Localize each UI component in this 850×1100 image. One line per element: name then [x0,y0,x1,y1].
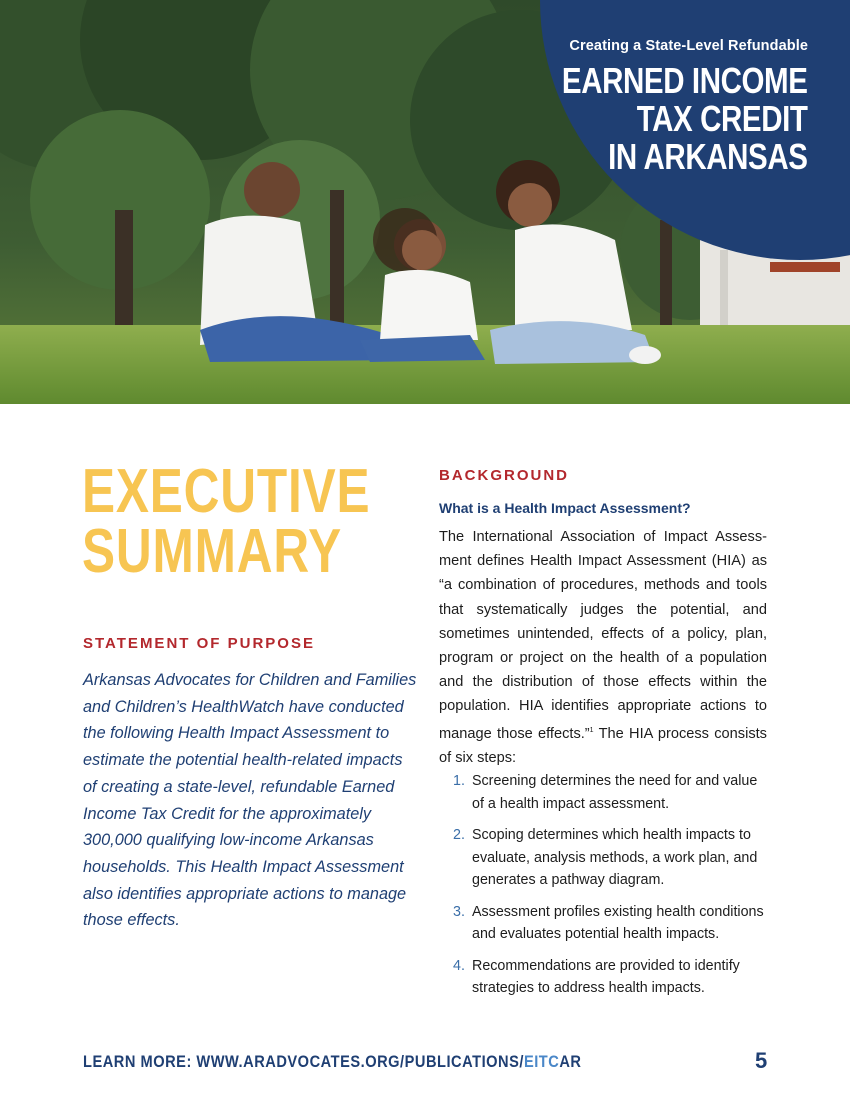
background-heading: BACKGROUND [439,467,569,484]
learn-more-accent: EITC [523,1052,560,1071]
page-number: 5 [755,1048,768,1073]
learn-more-link[interactable] [83,1052,581,1072]
statement-of-purpose-heading: STATEMENT OF PURPOSE [83,635,315,652]
footnote-reference: 1 [589,726,594,734]
report-title [562,62,808,176]
report-title-block [508,38,808,176]
step-number: 1. [453,773,465,789]
background-paragraph [439,525,767,770]
report-title-line: IN ARKANSAS [608,136,808,177]
step-text: Assessment profiles existing health conditions and evaluates potential health impacts. [472,903,764,942]
executive-summary-line: SUMMARY [82,517,343,586]
hia-steps-list [453,770,773,1009]
list-item [453,901,773,946]
executive-summary-title [82,457,371,586]
report-title-line: EARNED INCOME [562,60,808,101]
hia-question-heading: What is a Health Impact Assessment? [439,500,691,516]
step-text: Recommendations are provided to identify strategies to address health impacts. [472,957,740,996]
list-item [453,770,773,815]
report-title-line: TAX CREDIT [637,98,808,139]
list-item [453,824,773,892]
step-number: 3. [453,903,465,920]
learn-more-prefix: LEARN MORE: WWW.ARADVOCATES.ORG/PUBLICATIONS/ [83,1052,524,1071]
executive-summary-line: EXECUTIVE [82,457,371,526]
background-paragraph-end: The HIA process consists of six steps: [439,725,767,766]
list-item [453,955,773,1000]
step-number: 2. [453,827,465,843]
learn-more-suffix: AR [559,1052,582,1071]
background-paragraph-text: The International Association of Impact Assess-ment defines Health Impact Assessment (HIA) as “a combination of procedures, methods and tools that systematically judges the potential, and sometimes unintended, effects of a policy, plan, program or project on the health of a population and the distribution of those effects within the population. HIA identifies appropriate actions to manage those effects.” [439,529,767,742]
step-number: 4. [453,957,465,974]
report-kicker: Creating a State-Level Refundable [569,38,808,54]
step-text: Screening determines the need for and value of a health impact assessment. [472,773,758,812]
step-text: Scoping determines which health impacts to evaluate, analysis methods, a work plan, and generates a pathway diagram. [472,827,758,888]
statement-of-purpose-text: Arkansas Advocates for Children and Families and Children’s HealthWatch have conducted the following Health Impact Assessment to estimate the potential health-related impacts of creating a state-level, refundable Earned Income Tax Credit for the approximately 300,000 qualifying low-income Arkansas households. This Health Impact Assessment also identifies appropriate actions to manage those effects. [83,671,417,930]
